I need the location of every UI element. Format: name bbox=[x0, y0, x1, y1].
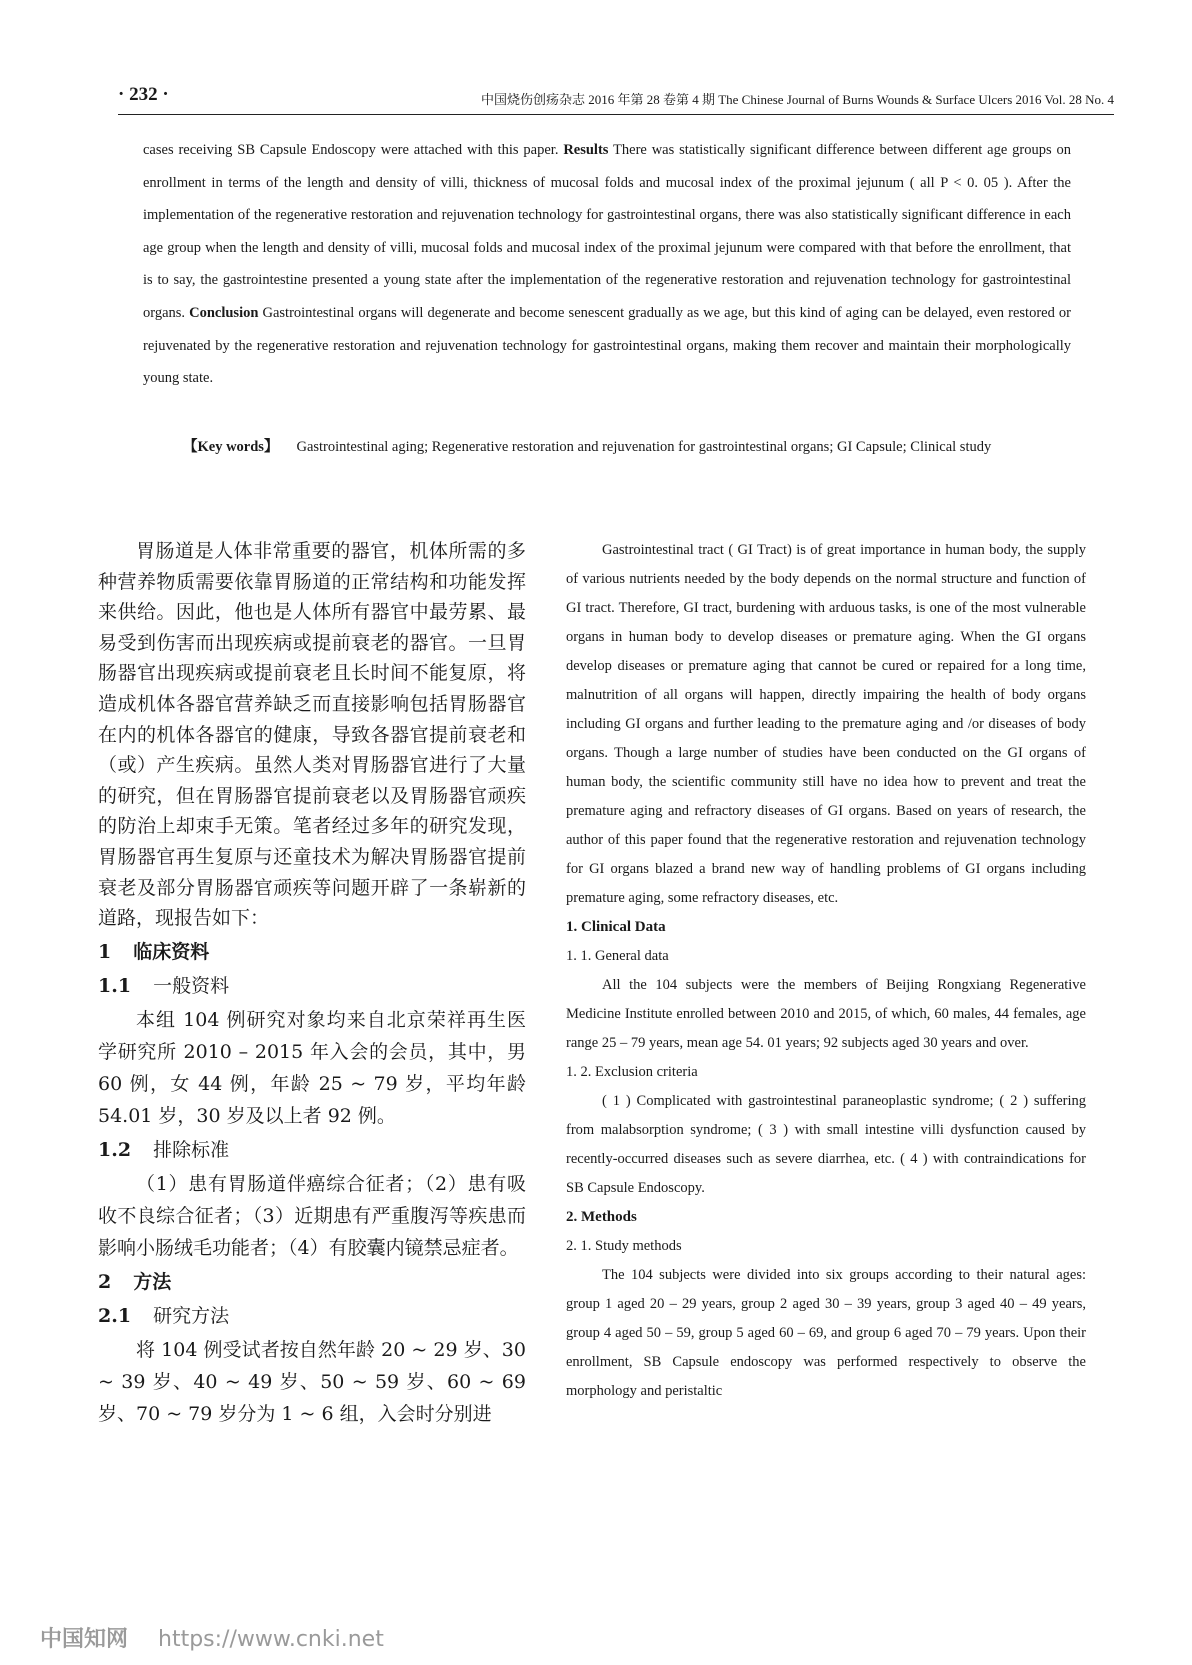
cn-section-2-heading bbox=[98, 1266, 526, 1298]
abstract-text-3: Gastrointestinal organs will degenerate and become senescent gradually as we age, but this kind of aging can be delayed, even restored or rejuvenated by the regenerative restoration and rejuvenation technology for gastrointestinal organs, making them recover and maintain their morphologically young state. bbox=[143, 304, 1071, 387]
cn-section-1-heading bbox=[98, 936, 526, 968]
cn-section-1-number: 1 bbox=[98, 940, 112, 963]
abstract bbox=[143, 134, 1071, 395]
cn-section-1-2-heading bbox=[98, 1134, 526, 1166]
keywords bbox=[143, 431, 1071, 463]
cn-section-1-1-heading bbox=[98, 970, 526, 1002]
cn-section-2-1-text: 将 104 例受试者按自然年龄 20 ~ 29 岁、30 ~ 39 岁、40 ~ 49 岁、50 ~ 59 岁、60 ~ 69 岁、70 ~ 79 岁分为 1 ~ 6 组，入会时分别进 bbox=[98, 1338, 526, 1425]
watermark bbox=[40, 1622, 384, 1653]
cn-intro: 胃肠道是人体非常重要的器官，机体所需的多种营养物质需要依靠胃肠道的正常结构和功能发挥来供给。因此，他也是人体所有器官中最劳累、最易受到伤害而出现疾病或提前衰老的器官。一旦胃肠器官出现疾病或提前衰老且长时间不能复原，将造成机体各器官营养缺乏而直接影响包括胃肠器官在内的机体各器官的健康，导致各器官提前衰老和（或）产生疾病。虽然人类对胃肠器官进行了大量的研究，但在胃肠器官提前衰老以及胃肠器官顽疾的防治上却束手无策。笔者经过多年的研究发现，胃肠器官再生复原与还童技术为解决胃肠器官提前衰老及部分胃肠器官顽疾等问题开辟了一条崭新的道路，现报告如下： bbox=[98, 540, 526, 930]
journal-info: 中国烧伤创疡杂志 2016 年第 28 卷第 4 期 The Chinese Journal of Burns Wounds & Surface Ulcers 2016 Vol. 28 No. 4 bbox=[480, 92, 1114, 107]
cn-section-1-2-text: （1）患有胃肠道伴癌综合征者；（2）患有吸收不良综合征者；（3）近期患有严重腹泻等疾患而影响小肠绒毛功能者；（4）有胶囊内镜禁忌症者。 bbox=[98, 1172, 526, 1259]
en-section-1-1-text: All the 104 subjects were the members of Beijing Rongxiang Regenerative Medicine Institute enrolled between 2010 and 2015, of which, 60 males, 44 females, age range 25 – 79 years, mean age 54. 01 years; 92 subjects aged 30 years and over. bbox=[566, 977, 1086, 1051]
en-section-2-1-heading: 2. 1. Study methods bbox=[566, 1238, 682, 1254]
en-section-1-heading: 1. Clinical Data bbox=[566, 919, 666, 935]
cn-section-2-1-title: 研究方法 bbox=[153, 1304, 230, 1327]
cn-section-1-2-number: 1.2 bbox=[98, 1138, 132, 1161]
cnki-url: https://www.cnki.net bbox=[158, 1627, 384, 1652]
en-intro: Gastrointestinal tract ( GI Tract) is of great importance in human body, the supply of various nutrients needed by the body depends on the normal structure and function of GI tract. Therefore, GI tract, burdening with arduous tasks, is one of the most vulnerable organs in human body to develop diseases or premature aging. When the GI organs develop diseases or premature aging that cannot be cured or repaired for a long time, malnutrition of all organs will happen, directly impairing the health of body organs including GI organs and further leading to the premature aging and /or diseases of body organs. Though a large number of studies have been conducted on the GI organs of human body, the scientific community still have no idea how to prevent and treat the premature aging and refractory diseases of GI organs. Based on years of research, the author of this paper found that the regenerative restoration and rejuvenation technology for GI organs blazed a brand new way of handling problems of GI organs including premature aging, some refractory diseases, etc. bbox=[566, 542, 1086, 906]
cn-section-1-1-number: 1.1 bbox=[98, 974, 132, 997]
en-section-2-heading: 2. Methods bbox=[566, 1209, 637, 1225]
page-header bbox=[118, 82, 1114, 115]
results-label: Results bbox=[563, 142, 609, 158]
chinese-column bbox=[98, 536, 526, 1430]
page-number: · 232 · bbox=[118, 84, 169, 105]
conclusion-label: Conclusion bbox=[189, 304, 259, 321]
cnki-logo: 中国知网 bbox=[40, 1627, 129, 1652]
abstract-text-1: cases receiving SB Capsule Endoscopy were attached with this paper. bbox=[143, 142, 564, 158]
cn-section-1-1-title: 一般资料 bbox=[153, 974, 230, 997]
en-section-1-1-heading: 1. 1. General data bbox=[566, 948, 669, 964]
english-column bbox=[566, 536, 1086, 1406]
cn-section-2-number: 2 bbox=[98, 1270, 112, 1293]
en-section-1-2-heading: 1. 2. Exclusion criteria bbox=[566, 1064, 698, 1080]
abstract-text-2: There was statistically significant difference between different age groups on enrollment in terms of the length and density of villi, thickness of mucosal folds and mucosal index of the proximal jejunum ( all P < 0. 05 ). After the implementation of the regenerative restoration and rejuvenation technology for gastrointestinal organs, there was also statistically significant difference in each age group when the length and density of villi, mucosal folds and mucosal index of the proximal jejunum were compared with that before the enrollment, that is to say, the gastrointestine presented a young state after the implementation of the regenerative restoration and rejuvenation technology for gastrointestinal organs. bbox=[143, 142, 1071, 321]
cn-section-1-title: 临床资料 bbox=[133, 940, 210, 963]
cn-section-2-title: 方法 bbox=[133, 1270, 172, 1293]
en-section-2-1-text: The 104 subjects were divided into six groups according to their natural ages: group 1 aged 20 – 29 years, group 2 aged 30 – 39 years, group 3 aged 40 – 49 years, group 4 aged 50 – 59, group 5 aged 60 – 69, and group 6 aged 70 – 79 years. Upon their enrollment, SB Capsule endoscopy was performed respectively to observe the morphology and peristaltic bbox=[566, 1267, 1086, 1399]
cn-section-2-1-number: 2.1 bbox=[98, 1304, 132, 1327]
keywords-label: 【Key words】 bbox=[183, 439, 279, 455]
cn-section-1-1-text: 本组 104 例研究对象均来自北京荣祥再生医学研究所 2010 – 2015 年入会的会员，其中，男 60 例，女 44 例，年龄 25 ~ 79 岁，平均年龄 54.01 岁，30 岁及以上者 92 例。 bbox=[98, 1008, 526, 1127]
en-section-1-2-text: ( 1 ) Complicated with gastrointestinal paraneoplastic syndrome; ( 2 ) suffering from malabsorption syndrome; ( 3 ) with small intestine villi dysfunction caused by recently-occurred diseases such as severe diarrhea, etc. ( 4 ) with contraindications for SB Capsule Endoscopy. bbox=[566, 1093, 1086, 1196]
cn-section-1-2-title: 排除标准 bbox=[153, 1138, 230, 1161]
cn-section-2-1-heading bbox=[98, 1300, 526, 1332]
keywords-text: Gastrointestinal aging; Regenerative restoration and rejuvenation for gastrointestinal organs; GI Capsule; Clinical study bbox=[296, 439, 992, 455]
